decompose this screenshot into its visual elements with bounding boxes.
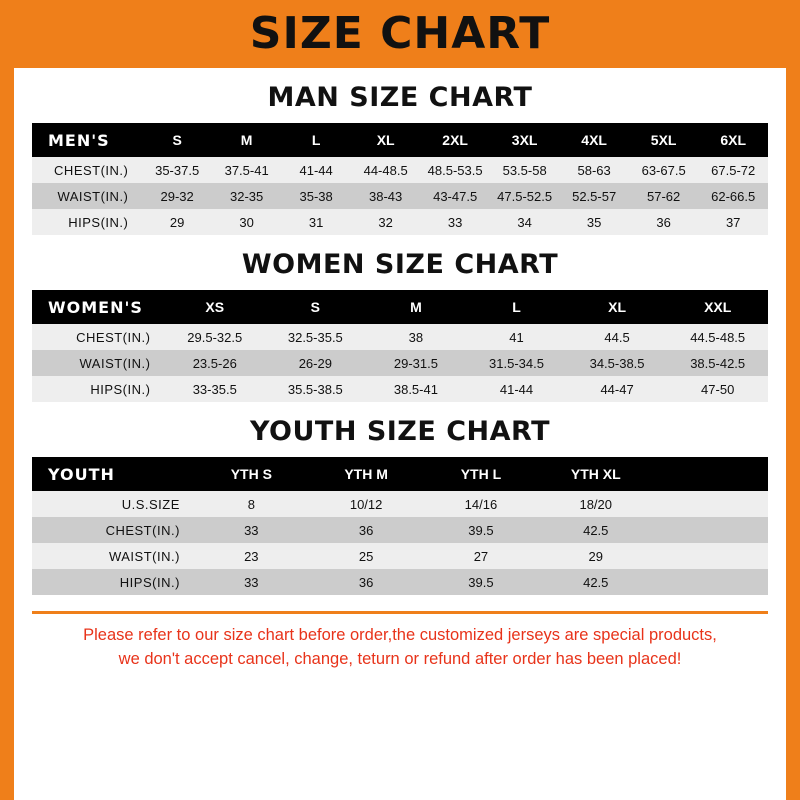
women-r2-c2: 38.5-41 (366, 376, 467, 402)
women-r0-c1: 32.5-35.5 (265, 324, 366, 350)
men-col-6: 4XL (559, 123, 629, 157)
youth-r2-spacer (653, 543, 768, 569)
men-col-4: 2XL (420, 123, 490, 157)
youth-header-label: YOUTH (32, 457, 194, 491)
youth-r0-spacer (653, 491, 768, 517)
men-r0-c5: 53.5-58 (490, 157, 560, 183)
men-r2-c3: 32 (351, 209, 421, 235)
women-r2-c3: 41-44 (466, 376, 567, 402)
men-r2-c6: 35 (559, 209, 629, 235)
men-r0-c1: 37.5-41 (212, 157, 282, 183)
youth-r0-c0: 8 (194, 491, 309, 517)
men-r1-c7: 57-62 (629, 183, 699, 209)
men-r1-c4: 43-47.5 (420, 183, 490, 209)
men-col-0: S (142, 123, 212, 157)
youth-r1-c2: 39.5 (424, 517, 539, 543)
section-title-youth: YOUTH SIZE CHART (249, 416, 551, 447)
men-row0-label: CHEST(IN.) (32, 157, 142, 183)
table-row (32, 324, 768, 350)
table-row (32, 376, 768, 402)
youth-r0-c2: 14/16 (424, 491, 539, 517)
men-col-3: XL (351, 123, 421, 157)
men-col-7: 5XL (629, 123, 699, 157)
youth-r2-c3: 29 (538, 543, 653, 569)
youth-r0-c1: 10/12 (309, 491, 424, 517)
women-r1-c1: 26-29 (265, 350, 366, 376)
youth-r3-c0: 33 (194, 569, 309, 595)
youth-r2-c0: 23 (194, 543, 309, 569)
content (14, 82, 786, 672)
men-r1-c2: 35-38 (281, 183, 351, 209)
youth-row0-label: U.S.SIZE (32, 491, 194, 517)
footer-note (32, 611, 768, 672)
banner (0, 0, 800, 68)
table-row (32, 183, 768, 209)
section-youth (32, 416, 768, 595)
women-r1-c5: 38.5-42.5 (667, 350, 768, 376)
men-r2-c1: 30 (212, 209, 282, 235)
women-col-2: M (366, 290, 467, 324)
youth-r1-c1: 36 (309, 517, 424, 543)
men-row2-label: HIPS(IN.) (32, 209, 142, 235)
women-r0-c2: 38 (366, 324, 467, 350)
men-r0-c0: 35-37.5 (142, 157, 212, 183)
women-r1-c3: 31.5-34.5 (466, 350, 567, 376)
youth-row2-label: WAIST(IN.) (32, 543, 194, 569)
youth-r3-c3: 42.5 (538, 569, 653, 595)
table-row (32, 517, 768, 543)
men-r0-c3: 44-48.5 (351, 157, 421, 183)
youth-col-spacer (653, 457, 768, 491)
women-r0-c0: 29.5-32.5 (164, 324, 265, 350)
table-header-row (32, 123, 768, 157)
men-r0-c6: 58-63 (559, 157, 629, 183)
youth-col-3: YTH XL (538, 457, 653, 491)
men-r2-c2: 31 (281, 209, 351, 235)
women-col-5: XXL (667, 290, 768, 324)
women-header-label: WOMEN'S (32, 290, 164, 324)
youth-row1-label: CHEST(IN.) (32, 517, 194, 543)
youth-r1-c3: 42.5 (538, 517, 653, 543)
footer-note-line1: Please refer to our size chart before order,the customized jerseys are special products, (83, 626, 717, 644)
women-r1-c0: 23.5-26 (164, 350, 265, 376)
men-size-table (32, 123, 768, 235)
men-r2-c5: 34 (490, 209, 560, 235)
women-r1-c4: 34.5-38.5 (567, 350, 668, 376)
women-r2-c5: 47-50 (667, 376, 768, 402)
women-r0-c5: 44.5-48.5 (667, 324, 768, 350)
youth-row3-label: HIPS(IN.) (32, 569, 194, 595)
youth-r1-c0: 33 (194, 517, 309, 543)
men-r0-c7: 63-67.5 (629, 157, 699, 183)
table-row (32, 350, 768, 376)
women-col-4: XL (567, 290, 668, 324)
men-r0-c2: 41-44 (281, 157, 351, 183)
section-title-women: WOMEN SIZE CHART (241, 249, 559, 280)
men-r1-c0: 29-32 (142, 183, 212, 209)
footer-note-line2: we don't accept cancel, change, teturn or refund after order has been placed! (118, 649, 682, 668)
men-r1-c6: 52.5-57 (559, 183, 629, 209)
women-row2-label: HIPS(IN.) (32, 376, 164, 402)
youth-r0-c3: 18/20 (538, 491, 653, 517)
youth-r3-spacer (653, 569, 768, 595)
women-size-table (32, 290, 768, 402)
youth-col-0: YTH S (194, 457, 309, 491)
youth-r2-c2: 27 (424, 543, 539, 569)
men-col-1: M (212, 123, 282, 157)
men-r0-c4: 48.5-53.5 (420, 157, 490, 183)
women-r0-c3: 41 (466, 324, 567, 350)
youth-col-2: YTH L (424, 457, 539, 491)
youth-r1-spacer (653, 517, 768, 543)
youth-r3-c2: 39.5 (424, 569, 539, 595)
table-row (32, 491, 768, 517)
men-r1-c1: 32-35 (212, 183, 282, 209)
youth-col-1: YTH M (309, 457, 424, 491)
table-header-row (32, 290, 768, 324)
section-women (32, 249, 768, 402)
section-men (32, 82, 768, 235)
men-r1-c3: 38-43 (351, 183, 421, 209)
section-title-men: MAN SIZE CHART (267, 82, 533, 113)
table-row (32, 569, 768, 595)
men-r2-c8: 37 (698, 209, 768, 235)
men-r2-c7: 36 (629, 209, 699, 235)
women-r1-c2: 29-31.5 (366, 350, 467, 376)
men-r1-c5: 47.5-52.5 (490, 183, 560, 209)
table-row (32, 157, 768, 183)
men-col-8: 6XL (698, 123, 768, 157)
youth-r2-c1: 25 (309, 543, 424, 569)
men-col-5: 3XL (490, 123, 560, 157)
table-row (32, 209, 768, 235)
youth-size-table (32, 457, 768, 595)
men-header-label: MEN'S (32, 123, 142, 157)
men-row1-label: WAIST(IN.) (32, 183, 142, 209)
women-r2-c4: 44-47 (567, 376, 668, 402)
women-r2-c0: 33-35.5 (164, 376, 265, 402)
youth-r3-c1: 36 (309, 569, 424, 595)
men-r2-c4: 33 (420, 209, 490, 235)
women-row1-label: WAIST(IN.) (32, 350, 164, 376)
men-r2-c0: 29 (142, 209, 212, 235)
men-col-2: L (281, 123, 351, 157)
table-header-row (32, 457, 768, 491)
men-r1-c8: 62-66.5 (698, 183, 768, 209)
men-r0-c8: 67.5-72 (698, 157, 768, 183)
women-col-1: S (265, 290, 366, 324)
women-col-3: L (466, 290, 567, 324)
women-r2-c1: 35.5-38.5 (265, 376, 366, 402)
women-row0-label: CHEST(IN.) (32, 324, 164, 350)
women-r0-c4: 44.5 (567, 324, 668, 350)
banner-title: SIZE CHART (249, 8, 551, 59)
women-col-0: XS (164, 290, 265, 324)
table-row (32, 543, 768, 569)
